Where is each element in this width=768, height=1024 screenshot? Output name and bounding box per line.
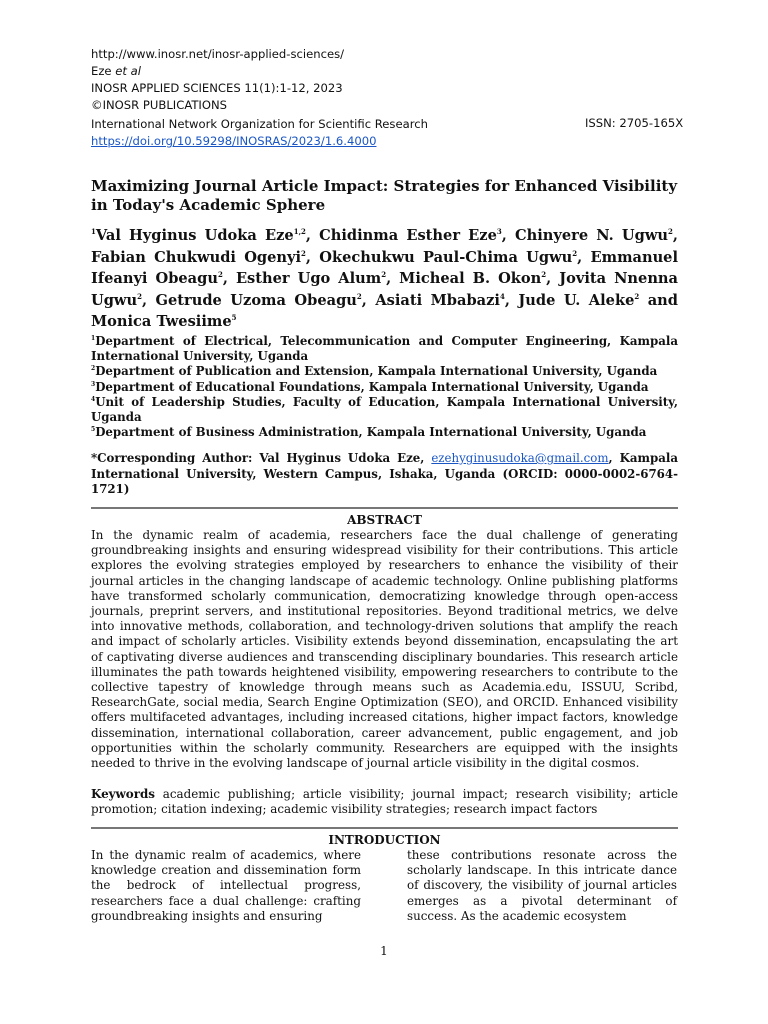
author-affiliation-marker: 2 (381, 270, 387, 280)
keywords-label: Keywords (91, 787, 155, 801)
author (319, 227, 502, 244)
author-affiliation-marker: 2 (356, 291, 362, 301)
author (515, 227, 673, 244)
affiliation-number: 1 (91, 335, 96, 343)
author (319, 249, 577, 266)
affiliation-number: 2 (91, 365, 96, 373)
doi-link[interactable]: https://doi.org/10.59298/INOSRAS/2023/1.6.4000 (91, 134, 377, 148)
journal-url[interactable]: http://www.inosr.net/inosr-applied-sciences/ (91, 47, 345, 61)
author-affiliation-marker: 5 (231, 313, 237, 323)
author-name: Jovita Nnenna Ugwu (91, 270, 678, 309)
author-name: Jude U. Aleke (518, 291, 635, 309)
author-affiliation-marker: 2 (572, 248, 578, 258)
author (375, 292, 504, 309)
author-name: Fabian Chukwudi Ogenyi (91, 248, 302, 266)
author-name: Val Hyginus Udoka Eze (95, 227, 294, 244)
page-number: 1 (380, 944, 388, 958)
author-name: Micheal B. Okon (399, 270, 542, 288)
affiliation (91, 395, 678, 425)
author (91, 249, 306, 266)
author-affiliation-marker: 2 (301, 248, 306, 258)
introduction-column-left: In the dynamic realm of academics, where knowledge creation and dissemination form the bedrock of intellectual progress, researchers face a dual challenge: crafting groundbreaking insights and ensuring (91, 848, 361, 923)
author-name: Asiati Mbabazi (375, 291, 500, 309)
abstract-top-rule (91, 507, 678, 509)
affiliation (91, 380, 678, 395)
author-name: Getrude Uzoma Obeagu (155, 291, 357, 309)
journal-citation: INOSR APPLIED SCIENCES 11(1):1-12, 2023 (91, 81, 343, 95)
introduction-column-right: these contributions resonate across the scholarly landscape. In this intricate dance of discovery, the visibility of journal articles emerges as a pivotal determinant of success. As the academic ecosystem (407, 848, 677, 923)
affiliation-number: 4 (91, 395, 96, 403)
author-affiliation-marker: 2 (541, 270, 547, 280)
keywords (91, 787, 678, 817)
affiliation-text: Department of Educational Foundations, Kampala International University, Uganda (95, 379, 649, 394)
corresponding-suffix: , Kampala International University, Western Campus, Ishaka, Uganda (ORCID: 0000-0002-6764-1721) (91, 451, 678, 497)
author (91, 313, 236, 330)
author-list: $^1$Val Hyginus Udoka Eze$^{1,2}$, Chidinma Esther Eze$^3$, Chinyere N. Ugwu$^2$, Fabian Chukwudi Ogenyi$^2$, Okechukwu Paul-Chima Ugwu$^2$, Emmanuel Ifeanyi Obeagu$^2$, Esther Ugo Alum$^2$, Micheal B. Okon$^2$, Jovita Nnenna Ugwu$^2$, Getrude Uzoma Obeagu$^2$, Asiati Mbabazi$^4$, Jude U. Aleke$^2$ and Monica Twesiime$^5$ (91, 227, 679, 331)
affiliation-number: 3 (91, 380, 96, 388)
author (156, 292, 362, 309)
running-author (91, 63, 141, 80)
author-affiliation-marker: 3 (496, 227, 502, 237)
corresponding-email-link[interactable]: ezehyginusudoka@gmail.com (431, 451, 609, 465)
keywords-list: academic publishing; article visibility; journal impact; research visibility; article promotion; citation indexing; academic visibility strategies; research impact factors (91, 787, 678, 817)
affiliations (91, 334, 678, 440)
author-affiliation-marker: 2 (668, 227, 673, 237)
introduction-heading: INTRODUCTION (328, 833, 441, 847)
author (91, 227, 306, 244)
abstract-text: In the dynamic realm of academia, researchers face the dual challenge of generating groundbreaking insights and ensuring widespread visibility for their contributions. This article explores the evolving strategies employed by researchers to enhance the visibility of their journal articles in the changing landscape of academic technology. Online publishing platforms have transformed scholarly communication, democratizing knowledge through open-access journals, preprint servers, and institutional repositories. Beyond traditional metrics, we delve into innovative methods, collaboration, and technology-driven solutions that amplify the reach and impact of scholarly articles. Visibility extends beyond dissemination, encapsulating the art of captivating diverse audiences and transcending disciplinary boundaries. This research article illuminates the path towards heightened visibility, empowering researchers to contribute to the collective tapestry of knowledge through means such as Academia.edu, ISSUU, Scribd, ResearchGate, social media, Search Engine Optimization (SEO), and ORCID. Enhanced visibility offers multifaceted advantages, including increased citations, higher impact factors, knowledge dissemination, international collaboration, career advancement, public engagement, and job opportunities within the scholarly community. Researchers are equipped with the insights needed to thrive in the evolving landscape of journal article visibility in the digital cosmos. (91, 528, 678, 771)
author-affiliation-marker: 2 (634, 291, 640, 301)
author-name: Emmanuel Ifeanyi Obeagu (91, 248, 679, 288)
running-author-name: Eze (91, 64, 112, 78)
author-affiliation-marker: 1,2 (293, 227, 306, 237)
author-name: Monica Twesiime (91, 313, 232, 331)
author-name: Esther Ugo Alum (235, 270, 382, 288)
publisher-organization: International Network Organization for Scientific Research (91, 117, 428, 131)
author-marker: 1 (91, 227, 96, 237)
affiliation-text: Department of Electrical, Telecommunication and Computer Engineering, Kampala International University, Uganda (91, 334, 678, 364)
abstract-heading: ABSTRACT (347, 513, 422, 527)
author-affiliation-marker: 2 (217, 270, 223, 280)
author-name: Okechukwu Paul-Chima Ugwu (319, 248, 573, 266)
affiliation (91, 334, 678, 364)
author-affiliation-marker: 2 (137, 291, 142, 301)
affiliation (91, 425, 678, 440)
corresponding-prefix: *Corresponding Author: Val Hyginus Udoka Eze, (91, 451, 432, 465)
issn: ISSN: 2705-165X (585, 116, 684, 130)
author (399, 270, 546, 287)
affiliation (91, 364, 678, 379)
author-name: Chidinma Esther Eze (319, 227, 497, 244)
affiliation-text: Unit of Leadership Studies, Faculty of Education, Kampala International University, Uganda (91, 394, 678, 425)
author-affiliation-marker: 4 (499, 291, 505, 301)
publisher-copyright: ©INOSR PUBLICATIONS (91, 98, 228, 112)
affiliation-text: Department of Publication and Extension, Kampala International University, Uganda (95, 364, 658, 379)
author (518, 292, 639, 309)
author-name: Chinyere N. Ugwu (515, 227, 669, 244)
affiliation-number: 5 (91, 426, 96, 434)
affiliation-text: Department of Business Administration, Kampala International University, Uganda (95, 425, 647, 440)
author (236, 270, 386, 287)
running-author-etal: et al (115, 64, 141, 78)
introduction-top-rule (91, 827, 678, 829)
article-title: Maximizing Journal Article Impact: Strategies for Enhanced Visibility in Today's Academic Sphere (91, 177, 678, 214)
corresponding-author (91, 451, 678, 498)
